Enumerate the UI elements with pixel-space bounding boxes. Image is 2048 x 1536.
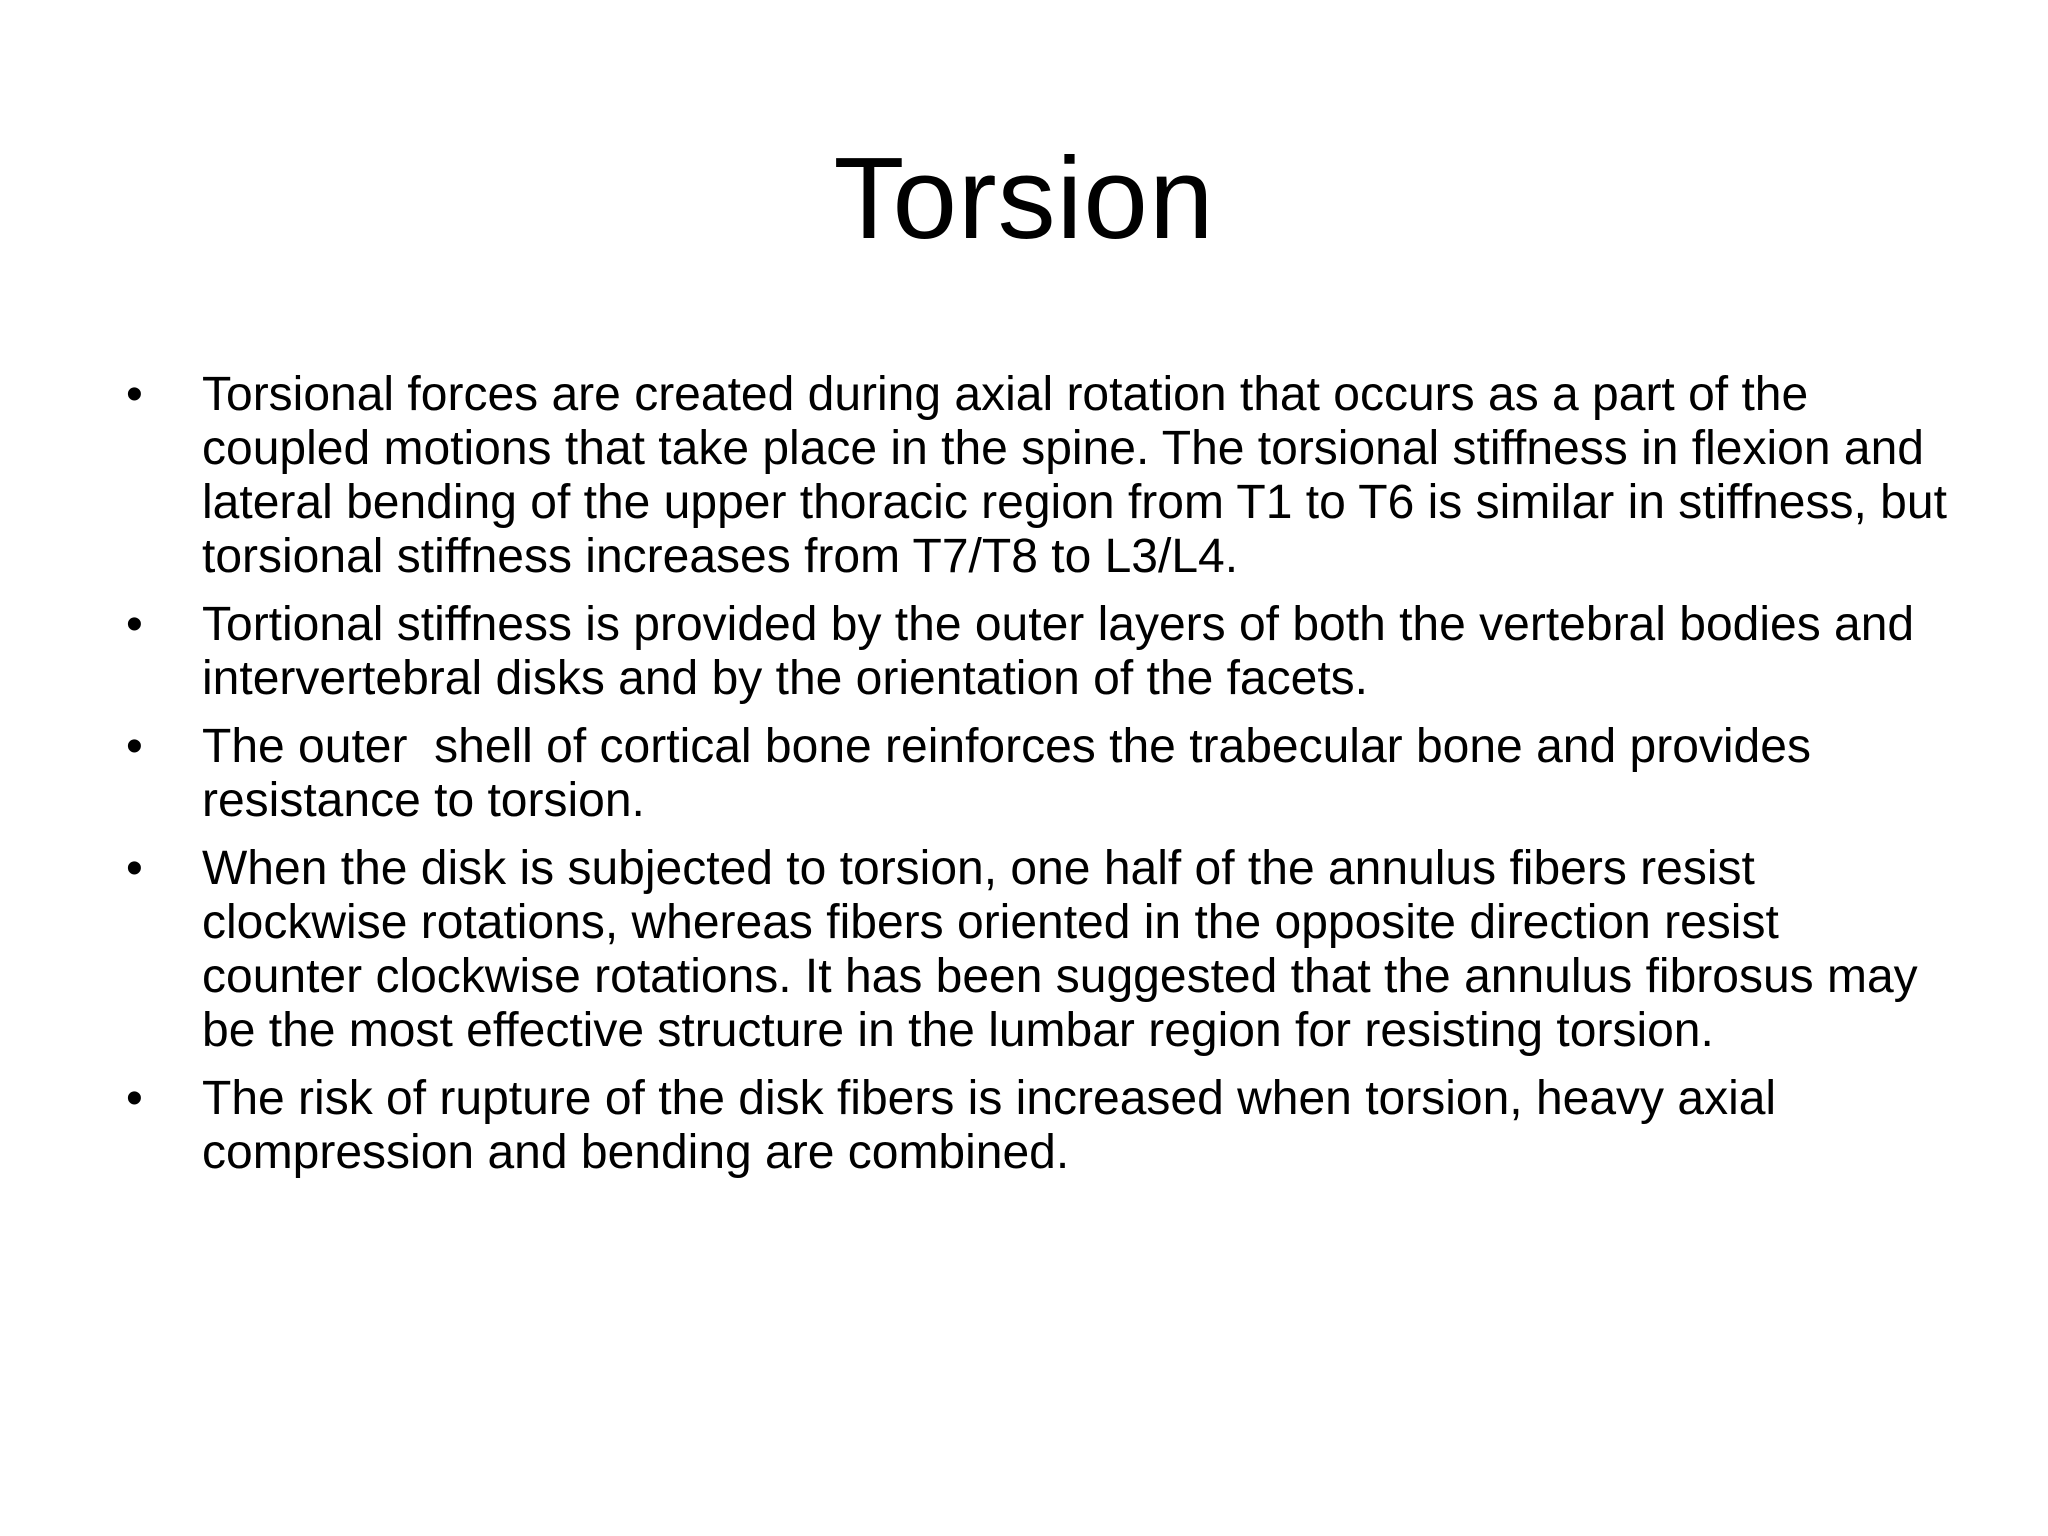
bullet-item [118,1072,1948,1180]
bullet-dot-icon: • [126,842,143,895]
bullet-text: When the disk is subjected to torsion, one half of the annulus fibers resist clockwise rotations, whereas fibers oriented in the opposite direction resist counter clockwise rotations. It has been suggested that the annulus fibrosus may be the most effective structure in the lumbar region for resisting torsion. [202,842,1918,1057]
bullet-item [118,598,1948,706]
bullet-dot-icon: • [126,1072,143,1125]
bullet-dot-icon: • [126,720,143,773]
bullet-item [118,842,1948,1058]
slide-title: Torsion [833,133,1215,263]
bullet-text: The risk of rupture of the disk fibers is increased when torsion, heavy axial compression and bending are combined. [202,1072,1777,1179]
bullet-item [118,368,1948,584]
bullet-text: Tortional stiffness is provided by the outer layers of both the vertebral bodies and intervertebral disks and by the orientation of the facets. [202,598,1915,705]
bullet-text: The outer shell of cortical bone reinforces the trabecular bone and provides resistance to torsion. [202,720,1825,827]
bullet-item [118,720,1948,828]
bullet-dot-icon: • [126,368,143,421]
bullet-dot-icon: • [126,598,143,651]
bullet-list [118,368,1948,1194]
bullet-text: Torsional forces are created during axial rotation that occurs as a part of the coupled motions that take place in the spine. The torsional stiffness in flexion and lateral bending of the upper thoracic region from T1 to T6 is similar in stiffness, but torsional stiffness increases from T7/T8 to L3/L4. [202,368,1947,583]
